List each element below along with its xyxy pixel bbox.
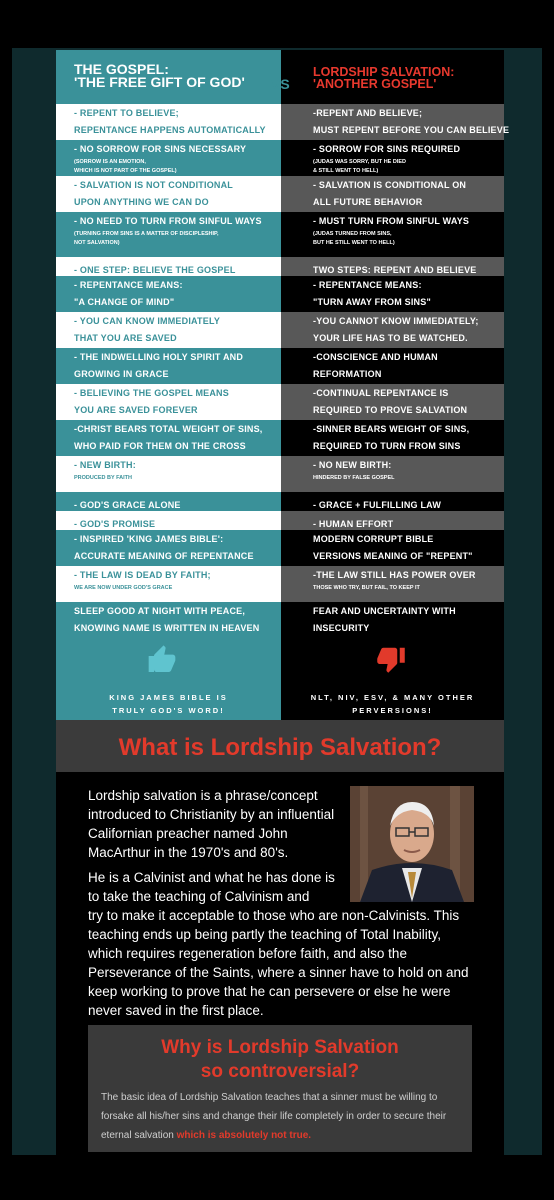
row-cell <box>74 388 275 415</box>
row-main-text: - YOU CAN KNOW IMMEDIATELY <box>74 316 221 326</box>
row-cell <box>74 108 275 135</box>
row-note-text <box>313 230 498 248</box>
row-cell <box>313 606 498 633</box>
gospel-row <box>56 276 281 312</box>
lordship-row <box>281 420 504 456</box>
gospel-footer-line1: KING JAMES BIBLE IS <box>109 693 228 702</box>
row-cell <box>74 144 275 176</box>
row-note-text <box>313 474 498 483</box>
row-second-text: REQUIRED TO PROVE SALVATION <box>313 405 468 415</box>
row-main-text: - INSPIRED 'KING JAMES BIBLE': <box>74 534 224 544</box>
row-cell <box>313 280 498 307</box>
row-main-text: - SALVATION IS CONDITIONAL ON <box>313 180 467 190</box>
row-note-text <box>74 584 275 593</box>
row-cell <box>74 180 275 207</box>
row-second-text: YOU ARE SAVED FOREVER <box>74 405 198 415</box>
lordship-row <box>281 257 504 276</box>
row-second-text: ACCURATE MEANING OF REPENTANCE <box>74 551 254 561</box>
row-main-text: - THE INDWELLING HOLY SPIRIT AND <box>74 352 244 362</box>
gospel-row <box>56 602 281 638</box>
row-cell <box>74 280 275 307</box>
row-cell <box>313 180 498 207</box>
gospel-row <box>56 492 281 511</box>
thumbs-down-icon <box>376 644 406 674</box>
row-main-text: - REPENTANCE MEANS: <box>313 280 422 290</box>
lordship-row <box>281 276 504 312</box>
row-note-text <box>74 474 275 483</box>
lordship-row <box>281 312 504 348</box>
row-cell <box>313 570 498 593</box>
gospel-row <box>56 176 281 212</box>
row-cell <box>74 460 275 483</box>
row-main-text: - GOD'S PROMISE <box>74 519 156 529</box>
row-cell <box>313 352 498 379</box>
row-cell <box>313 316 498 343</box>
row-main-text: - SORROW FOR SINS REQUIRED <box>313 144 461 154</box>
row-main-text: - GRACE + FULFILLING LAW <box>313 500 442 510</box>
row-note-line: NOT SALVATION) <box>74 240 120 246</box>
row-main-text: SLEEP GOOD AT NIGHT WITH PEACE, <box>74 606 246 616</box>
row-main-text: - REPENTANCE MEANS: <box>74 280 183 290</box>
row-second-text: YOUR LIFE HAS TO BE WATCHED. <box>313 333 468 343</box>
lordship-row <box>281 602 504 638</box>
calvinist-paragraph-rest: try to make it acceptable to those who are non-Calvinists. This teaching ends up being partly the teaching of Total Inability, which requires regeneration before faith, and also the Perseverance of the Saints, where a sinner have to hold on and keep working to prove that he can persevere or else he were never saved in the first place. <box>88 908 469 1018</box>
row-note-line: BUT HE STILL WENT TO HELL) <box>313 240 395 246</box>
controversy-text-body: The basic idea of Lordship Salvation teaches that a sinner must be willing to forsake all his/her sins and change their life completely in order to secure their eternal salvation <box>101 1092 447 1141</box>
row-note-line: THOSE WHO TRY, BUT FAIL, TO KEEP IT <box>313 585 420 591</box>
intro-paragraph: Lordship salvation is a phrase/concept introduced to Christianity by an influential Californian preacher named John MacArthur in the 1970's and 80's. <box>88 788 335 860</box>
row-cell <box>74 424 275 451</box>
calvinist-paragraph-start: He is a Calvinist and what he has done is to take the teaching of Calvinism and <box>88 870 335 904</box>
row-main-text: - NO NEED TO TURN FROM SINFUL WAYS <box>74 216 262 226</box>
row-note-text <box>74 230 275 248</box>
controversy-text-emphasis: which is absolutely not true. <box>176 1130 312 1141</box>
row-note-text <box>313 158 498 176</box>
row-cell <box>313 216 498 248</box>
row-cell <box>313 144 498 176</box>
gospel-row <box>56 312 281 348</box>
thumbs-up-icon <box>146 644 178 676</box>
row-cell <box>313 261 498 275</box>
row-main-text: -REPENT AND BELIEVE; <box>313 108 423 118</box>
gospel-row <box>56 511 281 530</box>
lordship-row <box>281 104 510 140</box>
gospel-row <box>56 566 281 602</box>
row-note-line: (JUDAS TURNED FROM SINS, <box>313 231 392 237</box>
row-note-line: HINDERED BY FALSE GOSPEL <box>313 475 395 481</box>
controversy-text <box>101 1088 463 1145</box>
row-main-text: - NEW BIRTH: <box>74 460 136 470</box>
row-main-text: - NO SORROW FOR SINS NECESSARY <box>74 144 247 154</box>
row-cell <box>74 216 275 248</box>
row-main-text: -SINNER BEARS WEIGHT OF SINS, <box>313 424 470 434</box>
lordship-footer-line2: PERVERSIONS! <box>352 706 433 715</box>
row-cell <box>313 515 498 529</box>
row-cell <box>74 606 275 633</box>
section-title: What is Lordship Salvation? <box>118 734 442 761</box>
lordship-row <box>281 176 504 212</box>
controversy-title-line2: so controversial? <box>200 1061 360 1082</box>
controversy-title-line1: Why is Lordship Salvation <box>161 1037 399 1058</box>
row-main-text: - BELIEVING THE GOSPEL MEANS <box>74 388 229 398</box>
row-second-text: INSECURITY <box>313 623 370 633</box>
row-second-text: ALL FUTURE BEHAVIOR <box>313 197 423 207</box>
row-cell <box>74 515 275 529</box>
gospel-row <box>56 104 281 140</box>
gospel-header-line2: 'THE FREE GIFT OF GOD' <box>74 74 245 90</box>
lordship-row <box>281 530 504 566</box>
lordship-row <box>281 511 504 530</box>
person-portrait-icon <box>350 786 474 902</box>
row-second-text: MUST REPENT BEFORE YOU CAN BELIEVE <box>313 125 510 135</box>
row-note-line: (TURNING FROM SINS IS A MATTER OF DISCIPLESHIP, <box>74 231 219 237</box>
row-main-text: -YOU CANNOT KNOW IMMEDIATELY; <box>313 316 479 326</box>
row-second-text: REPENTANCE HAPPENS AUTOMATICALLY <box>74 125 266 135</box>
lordship-row <box>281 384 504 420</box>
row-main-text: - GOD'S GRACE ALONE <box>74 500 181 510</box>
row-main-text: - NO NEW BIRTH: <box>313 460 392 470</box>
row-second-text: GROWING IN GRACE <box>74 369 169 379</box>
lordship-row <box>281 140 504 176</box>
row-second-text: "TURN AWAY FROM SINS" <box>313 297 431 307</box>
row-main-text: - REPENT TO BELIEVE; <box>74 108 179 118</box>
row-second-text: VERSIONS MEANING OF "REPENT" <box>313 551 473 561</box>
lordship-footer-line1: NLT, NIV, ESV, & MANY OTHER <box>310 693 475 702</box>
row-second-text: WHO PAID FOR THEM ON THE CROSS <box>74 441 246 451</box>
row-main-text: - THE LAW IS DEAD BY FAITH; <box>74 570 211 580</box>
row-cell <box>313 424 498 451</box>
lordship-row <box>281 212 504 257</box>
lordship-row <box>281 492 504 511</box>
row-note-text <box>313 584 498 593</box>
row-second-text: REQUIRED TO TURN FROM SINS <box>313 441 461 451</box>
gospel-row <box>56 530 281 566</box>
lordship-row <box>281 456 504 492</box>
gospel-row <box>56 257 281 276</box>
gospel-row <box>56 140 281 176</box>
row-second-text: "A CHANGE OF MIND" <box>74 297 175 307</box>
gospel-row <box>56 456 281 492</box>
row-second-text: UPON ANYTHING WE CAN DO <box>74 197 209 207</box>
row-note-line: (SORROW IS AN EMOTION, <box>74 159 146 165</box>
row-cell <box>313 460 498 483</box>
row-main-text: - ONE STEP: BELIEVE THE GOSPEL <box>74 265 236 275</box>
row-note-line: (JUDAS WAS SORRY, BUT HE DIED <box>313 159 407 165</box>
row-cell <box>313 108 510 135</box>
gospel-header <box>74 63 264 89</box>
row-cell <box>74 316 275 343</box>
gospel-footer <box>56 691 281 717</box>
gospel-row <box>56 348 281 384</box>
vs-label: VS <box>271 76 290 92</box>
row-main-text: -CONSCIENCE AND HUMAN <box>313 352 438 362</box>
row-main-text: - MUST TURN FROM SINFUL WAYS <box>313 216 470 226</box>
row-main-text: -CHRIST BEARS TOTAL WEIGHT OF SINS, <box>74 424 263 434</box>
row-cell <box>74 261 275 275</box>
row-main-text: -THE LAW STILL HAS POWER OVER <box>313 570 476 580</box>
row-cell <box>74 534 275 561</box>
row-cell <box>74 570 275 593</box>
row-cell <box>74 352 275 379</box>
gospel-header-line1: THE GOSPEL: <box>74 61 169 77</box>
row-main-text: TWO STEPS: REPENT AND BELIEVE <box>313 265 477 275</box>
row-main-text: -CONTINUAL REPENTANCE IS <box>313 388 449 398</box>
row-note-line: WHICH IS NOT PART OF THE GOSPEL) <box>74 168 177 174</box>
row-cell <box>313 388 498 415</box>
gospel-row <box>56 420 281 456</box>
lordship-row <box>281 566 504 602</box>
gospel-row <box>56 384 281 420</box>
row-cell <box>313 496 498 510</box>
row-note-text <box>74 158 275 176</box>
row-cell <box>74 496 275 510</box>
row-note-line: WE ARE NOW UNDER GOD'S GRACE <box>74 585 173 591</box>
lordship-header-line1: LORDSHIP SALVATION: <box>313 65 455 79</box>
row-second-text: REFORMATION <box>313 369 382 379</box>
gospel-footer-line2: TRULY GOD'S WORD! <box>112 706 225 715</box>
row-main-text: MODERN CORRUPT BIBLE <box>313 534 434 544</box>
preacher-photo <box>350 786 474 902</box>
lordship-header <box>313 66 493 90</box>
controversy-title <box>88 1036 472 1084</box>
row-main-text: - HUMAN EFFORT <box>313 519 394 529</box>
row-main-text: - SALVATION IS NOT CONDITIONAL <box>74 180 233 190</box>
row-note-line: PRODUCED BY FAITH <box>74 475 132 481</box>
row-main-text: FEAR AND UNCERTAINTY WITH <box>313 606 456 616</box>
gospel-row <box>56 212 281 257</box>
row-second-text: THAT YOU ARE SAVED <box>74 333 177 343</box>
row-second-text: KNOWING NAME IS WRITTEN IN HEAVEN <box>74 623 260 633</box>
lordship-footer <box>281 691 504 717</box>
lordship-header-line2: 'ANOTHER GOSPEL' <box>313 77 437 91</box>
lordship-row <box>281 348 504 384</box>
row-note-line: & STILL WENT TO HELL) <box>313 168 379 174</box>
row-cell <box>313 534 498 561</box>
